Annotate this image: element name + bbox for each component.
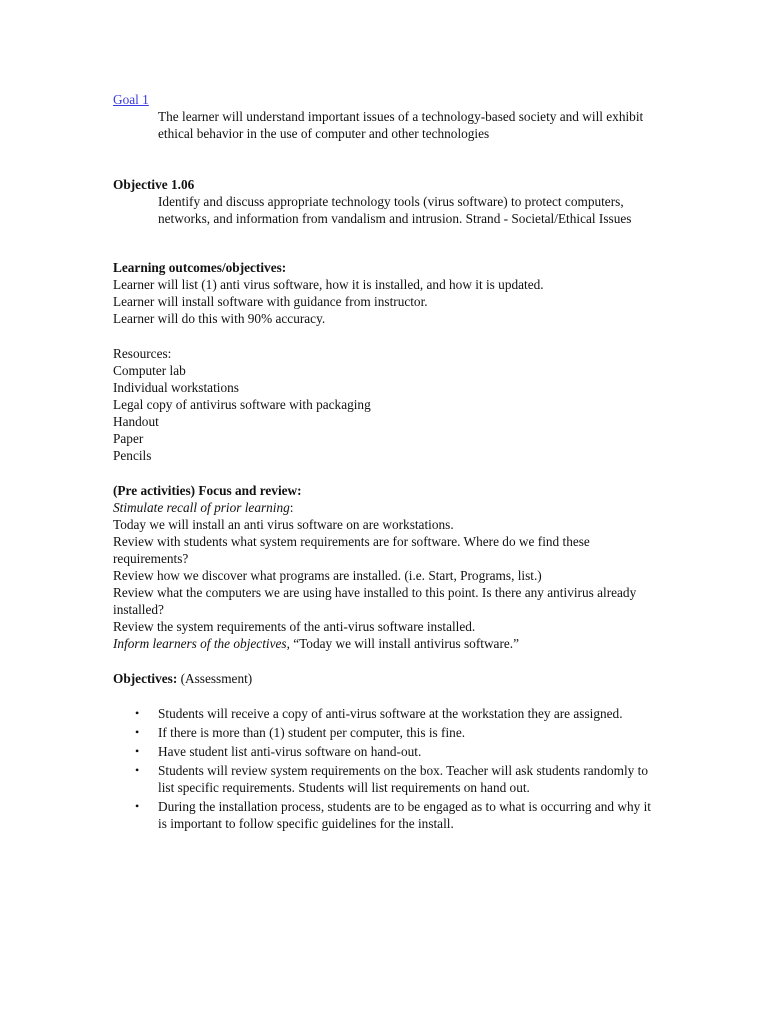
pre-activity-line: Review how we discover what programs are installed. (i.e. Start, Programs, list.) (113, 568, 542, 583)
resource-item: Legal copy of antivirus software with packaging (113, 397, 371, 412)
assessment-item (113, 705, 658, 722)
spacer (113, 142, 658, 159)
assessment-item-text: If there is more than (1) student per computer, this is fine. (158, 725, 466, 740)
inform-line (113, 635, 658, 652)
objective-text: Identify and discuss appropriate technology tools (virus software) to protect computers, networks, and information from vandalism and intrusion. Strand - Societal/Ethical Issues (158, 194, 632, 226)
assessment-item-text: Students will review system requirements on the box. Teacher will ask students randomly to list specific requirements. Students will list requirements on hand out. (158, 763, 648, 795)
bullet-icon: • (135, 744, 140, 758)
resource-item: Pencils (113, 448, 152, 463)
assessment-list (113, 705, 658, 832)
assessment-heading-rest: (Assessment) (177, 671, 253, 686)
bullet-icon: • (135, 763, 140, 777)
document-page (113, 91, 658, 834)
resource-item: Computer lab (113, 363, 186, 378)
spacer (113, 652, 658, 670)
assessment-item (113, 798, 658, 832)
goal-heading (113, 91, 658, 108)
inform-rest: , “Today we will install antivirus software.” (286, 636, 520, 651)
assessment-item-text: During the installation process, students are to be engaged as to what is occurring and why it is important to follow specific guidelines for the install. (158, 799, 651, 831)
assessment-heading-bold: Objectives: (113, 671, 178, 686)
spacer (113, 159, 658, 176)
goal-link[interactable]: Goal 1 (113, 92, 149, 107)
bullet-icon: • (135, 725, 140, 739)
resource-item: Individual workstations (113, 380, 239, 395)
spacer (113, 327, 658, 345)
outcomes-heading: Learning outcomes/objectives: (113, 260, 287, 275)
goal-text: The learner will understand important issues of a technology-based society and will exhibit ethical behavior in the use of computer and other technologies (158, 109, 644, 141)
pre-activities-heading: (Pre activities) Focus and review: (113, 483, 302, 498)
outcome-line: Learner will list (1) anti virus software, how it is installed, and how it is updated. (113, 277, 544, 292)
bullet-icon: • (135, 706, 140, 720)
recall-subheading-colon: : (289, 500, 294, 515)
assessment-item (113, 762, 658, 796)
assessment-heading (113, 670, 658, 687)
spacer (113, 464, 658, 482)
resource-item: Paper (113, 431, 144, 446)
assessment-item-text: Have student list anti-virus software on hand-out. (158, 744, 422, 759)
recall-subheading (113, 499, 658, 516)
resources-heading: Resources: (113, 346, 172, 361)
assessment-item (113, 743, 658, 760)
assessment-item-text: Students will receive a copy of anti-virus software at the workstation they are assigned. (158, 706, 623, 721)
bullet-icon: • (135, 799, 140, 813)
outcome-line: Learner will do this with 90% accuracy. (113, 311, 326, 326)
objective-heading: Objective 1.06 (113, 177, 195, 192)
spacer (113, 244, 658, 259)
outcome-line: Learner will install software with guidance from instructor. (113, 294, 428, 309)
resource-item: Handout (113, 414, 159, 429)
assessment-item (113, 724, 658, 741)
pre-activity-line: Today we will install an anti virus software on are workstations. (113, 517, 454, 532)
spacer (113, 687, 658, 705)
pre-activity-line: Review what the computers we are using have installed to this point. Is there any antivirus already installed? (113, 585, 637, 617)
pre-activity-line: Review with students what system requirements are for software. Where do we find these requirements? (113, 534, 590, 566)
inform-italic: Inform learners of the objectives (113, 636, 287, 651)
spacer (113, 227, 658, 244)
pre-activity-line: Review the system requirements of the anti-virus software installed. (113, 619, 476, 634)
recall-subheading-text: Stimulate recall of prior learning (113, 500, 290, 515)
